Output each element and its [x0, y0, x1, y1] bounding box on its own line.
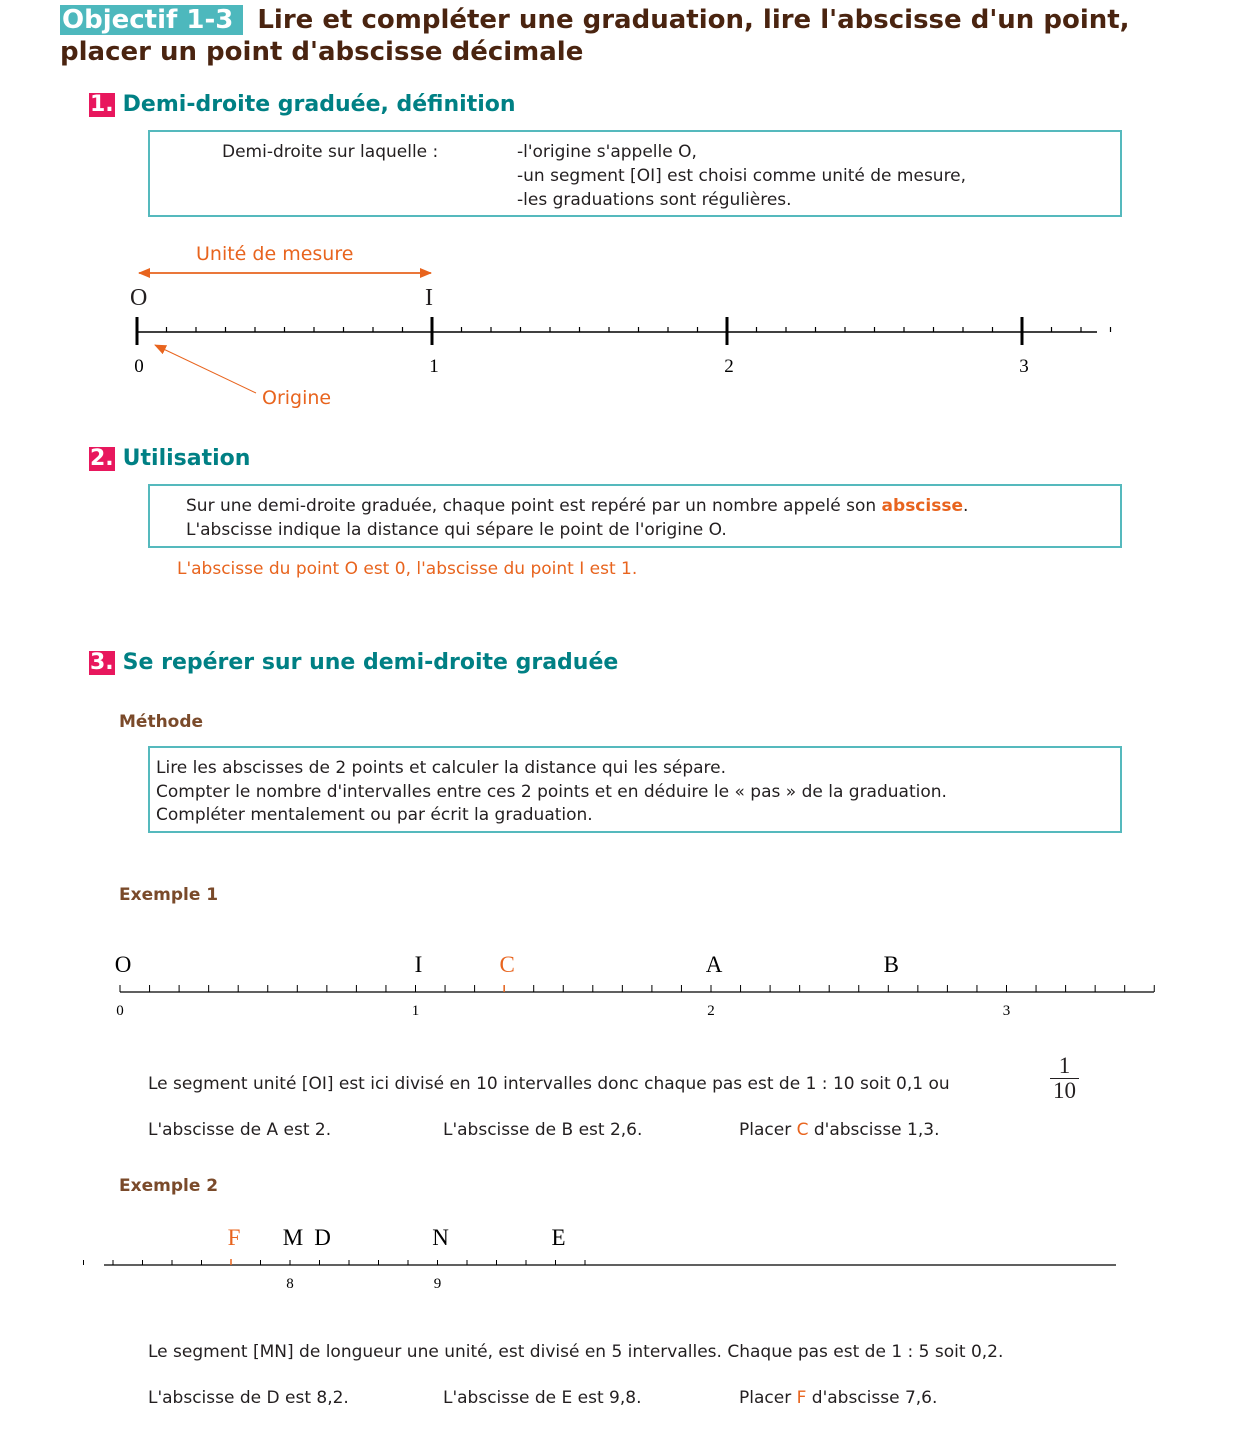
answer-B: L'abscisse de B est 2,6. [443, 1120, 643, 1140]
point-O-label: O [130, 285, 148, 311]
example-1-explanation: Le segment unité [OI] est ici divisé en 10 intervalles donc chaque pas est de 1 : 10 soit 0,1 ou [148, 1074, 950, 1094]
section-3-number: 3. [90, 650, 114, 675]
example-1-heading: Exemple 1 [119, 885, 219, 905]
axis-2-tick-label: 1 [411, 1003, 420, 1019]
section-2-title: Utilisation [122, 446, 251, 471]
point-label-E: E [551, 1225, 566, 1250]
axis-1-tick-label: 1 [429, 356, 439, 377]
definition-line-3: -les graduations sont régulières. [517, 190, 792, 210]
section-2-number: 2. [90, 446, 114, 471]
point-label-D: D [314, 1225, 331, 1250]
definition-line-1: -l'origine s'appelle O, [517, 142, 697, 162]
point-label-N: N [432, 1225, 449, 1250]
fraction-numerator: 1 [1050, 1054, 1079, 1079]
point-label-M: M [282, 1225, 304, 1250]
point-label-F: F [227, 1225, 241, 1250]
axis-1-tick-label: 0 [134, 356, 144, 377]
axis-2-tick-label: 3 [1002, 1003, 1011, 1019]
answer-E: L'abscisse de E est 9,8. [443, 1388, 642, 1408]
axis-1-tick-label: 2 [724, 356, 734, 377]
objective-badge: Objectif 1-3 [60, 5, 243, 35]
usage-line-1: Sur une demi-droite graduée, chaque point est repéré par un nombre appelé son abscisse. [186, 496, 969, 516]
method-line-3: Compléter mentalement ou par écrit la graduation. [156, 805, 593, 825]
point-label-C: C [499, 952, 515, 977]
definition-label: Demi-droite sur laquelle : [222, 142, 439, 162]
axis-2-tick-label: 2 [707, 1003, 715, 1019]
method-line-2: Compter le nombre d'intervalles entre ces 2 points et en déduire le « pas » de la graduation. [156, 782, 947, 802]
example-2-heading: Exemple 2 [119, 1176, 219, 1196]
objective-title: Lire et compléter une graduation, lire l'abscisse d'un point, placer un point d'abscisse décimale [60, 5, 1130, 67]
example-2-explanation: Le segment [MN] de longueur une unité, est divisé en 5 intervalles. Chaque pas est de 1 : 5 soit 0,2. [148, 1342, 1004, 1362]
place-F-instruction: Placer F d'abscisse 7,6. [739, 1388, 938, 1408]
axis-3-tick-label: 9 [433, 1276, 442, 1292]
unit-label: Unité de mesure [196, 243, 354, 265]
fraction-denominator: 10 [1053, 1078, 1076, 1103]
definition-line-2: -un segment [OI] est choisi comme unité de mesure, [517, 166, 967, 186]
section-1-title: Demi-droite graduée, définition [122, 92, 516, 117]
section-1-number: 1. [90, 92, 114, 117]
axis-3-tick-label: 8 [286, 1276, 294, 1292]
section-3-title: Se repérer sur une demi-droite graduée [122, 650, 619, 675]
usage-note: L'abscisse du point O est 0, l'abscisse du point I est 1. [177, 559, 638, 579]
point-label-A: A [705, 952, 723, 977]
answer-A: L'abscisse de A est 2. [148, 1120, 332, 1140]
place-C-instruction: Placer C d'abscisse 1,3. [739, 1120, 940, 1140]
point-label-O: O [114, 952, 132, 977]
method-line-1: Lire les abscisses de 2 points et calculer la distance qui les sépare. [156, 758, 727, 778]
point-label-B: B [883, 952, 899, 977]
axis-2-tick-label: 0 [116, 1003, 124, 1019]
usage-line-2: L'abscisse indique la distance qui sépare le point de l'origine O. [186, 520, 727, 540]
axis-1-tick-label: 3 [1019, 356, 1029, 377]
answer-D: L'abscisse de D est 8,2. [148, 1388, 349, 1408]
method-heading: Méthode [119, 712, 204, 732]
abscisse-keyword: abscisse [881, 496, 963, 516]
point-I-label: I [425, 285, 433, 311]
origin-label: Origine [262, 387, 332, 409]
point-label-I: I [414, 952, 423, 977]
